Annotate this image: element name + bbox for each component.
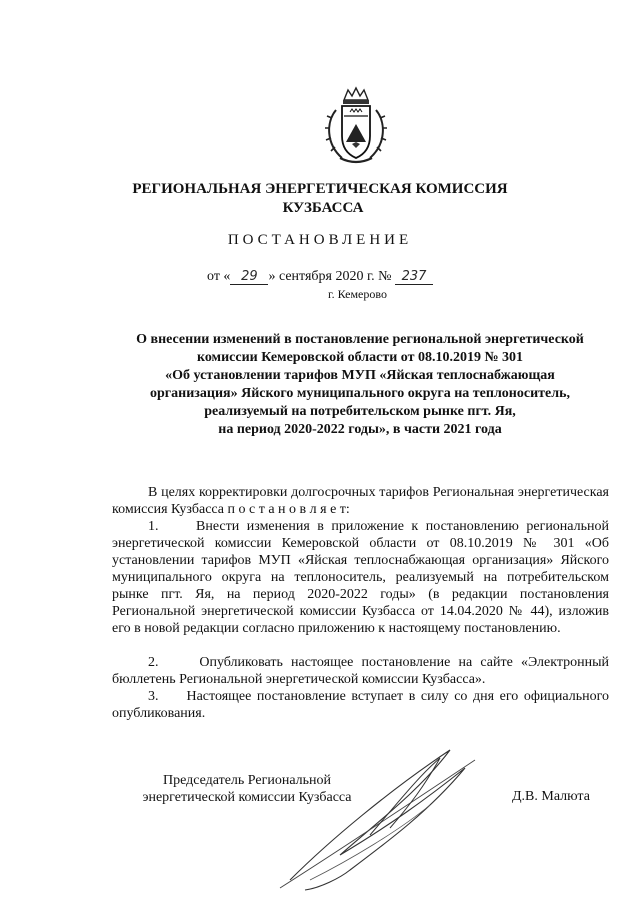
subject-line: «Об установлении тарифов МУП «Яйская теплоснабжающая — [165, 368, 555, 383]
item-number: 3. — [148, 689, 159, 704]
paragraph-item-2 — [112, 654, 609, 688]
item-number: 1. — [148, 519, 159, 534]
handwritten-signature — [250, 730, 490, 895]
paragraph-item-1 — [112, 518, 609, 637]
date-month-year: » сентября 2020 г. № — [268, 269, 392, 284]
city: г. Кемерово — [328, 287, 387, 301]
item-text: Внести изменения в приложение к постановлению региональной энергетической комиссии Кемеровской области от 08.10.2019 № 301 «Об установлении тарифов МУП «Яйская теплоснабжающая организация» Яйского муниципального округа на теплоноситель, реализуемый на потребительском рынке пгт. Яя, на период 2020-2022 годы» (в редакции постановления Региональной энергетической комиссии Кузбасса от 14.04.2020 № 44), изложив его в новой редакции согласно приложению к настоящему постановлению. — [112, 519, 609, 636]
item-number: 2. — [148, 655, 159, 670]
signatory-title-line1: Председатель Региональной — [162, 773, 332, 788]
coat-of-arms-emblem — [322, 86, 390, 166]
date-day: 29 — [230, 270, 268, 285]
date-line — [0, 269, 640, 285]
subject-line: реализуемый на потребительском рынке пгт. Яя, — [204, 404, 516, 419]
subject-line: О внесении изменений в постановление региональной энергетической — [136, 332, 584, 347]
intro-text: В целях корректировки долгосрочных тарифов Региональная энергетическая комиссия Кузбасса — [112, 485, 609, 517]
paragraph-item-3 — [112, 688, 609, 722]
subject-line: организация» Яйского муниципального округа на теплоноситель, — [149, 386, 570, 401]
organization-name-line2: КУЗБАССА — [282, 200, 364, 216]
subject-line: комиссии Кемеровской области от 08.10.2019 № 301 — [196, 350, 524, 365]
paragraph-intro — [112, 484, 609, 518]
subject-line: на период 2020-2022 годы», в части 2021 года — [218, 422, 502, 437]
document-subject — [120, 331, 600, 439]
document-type: ПОСТАНОВЛЕНИЕ — [227, 232, 413, 248]
date-prefix: от « — [207, 269, 231, 284]
document-number: 237 — [395, 270, 433, 285]
organization-name-line1: РЕГИОНАЛЬНАЯ ЭНЕРГЕТИЧЕСКАЯ КОМИССИЯ — [132, 181, 508, 197]
decree-word: п о с т а н о в л я е т: — [227, 502, 350, 517]
signatory-title-line2: энергетической комиссии Кузбасса — [142, 790, 352, 805]
item-text: Настоящее постановление вступает в силу со дня его официального опубликования. — [112, 689, 610, 721]
signatory-name: Д.В. Малюта — [512, 789, 590, 804]
item-text: Опубликовать настоящее постановление на сайте «Электронный бюллетень Региональной энергетической комиссии Кузбасса». — [112, 655, 610, 687]
